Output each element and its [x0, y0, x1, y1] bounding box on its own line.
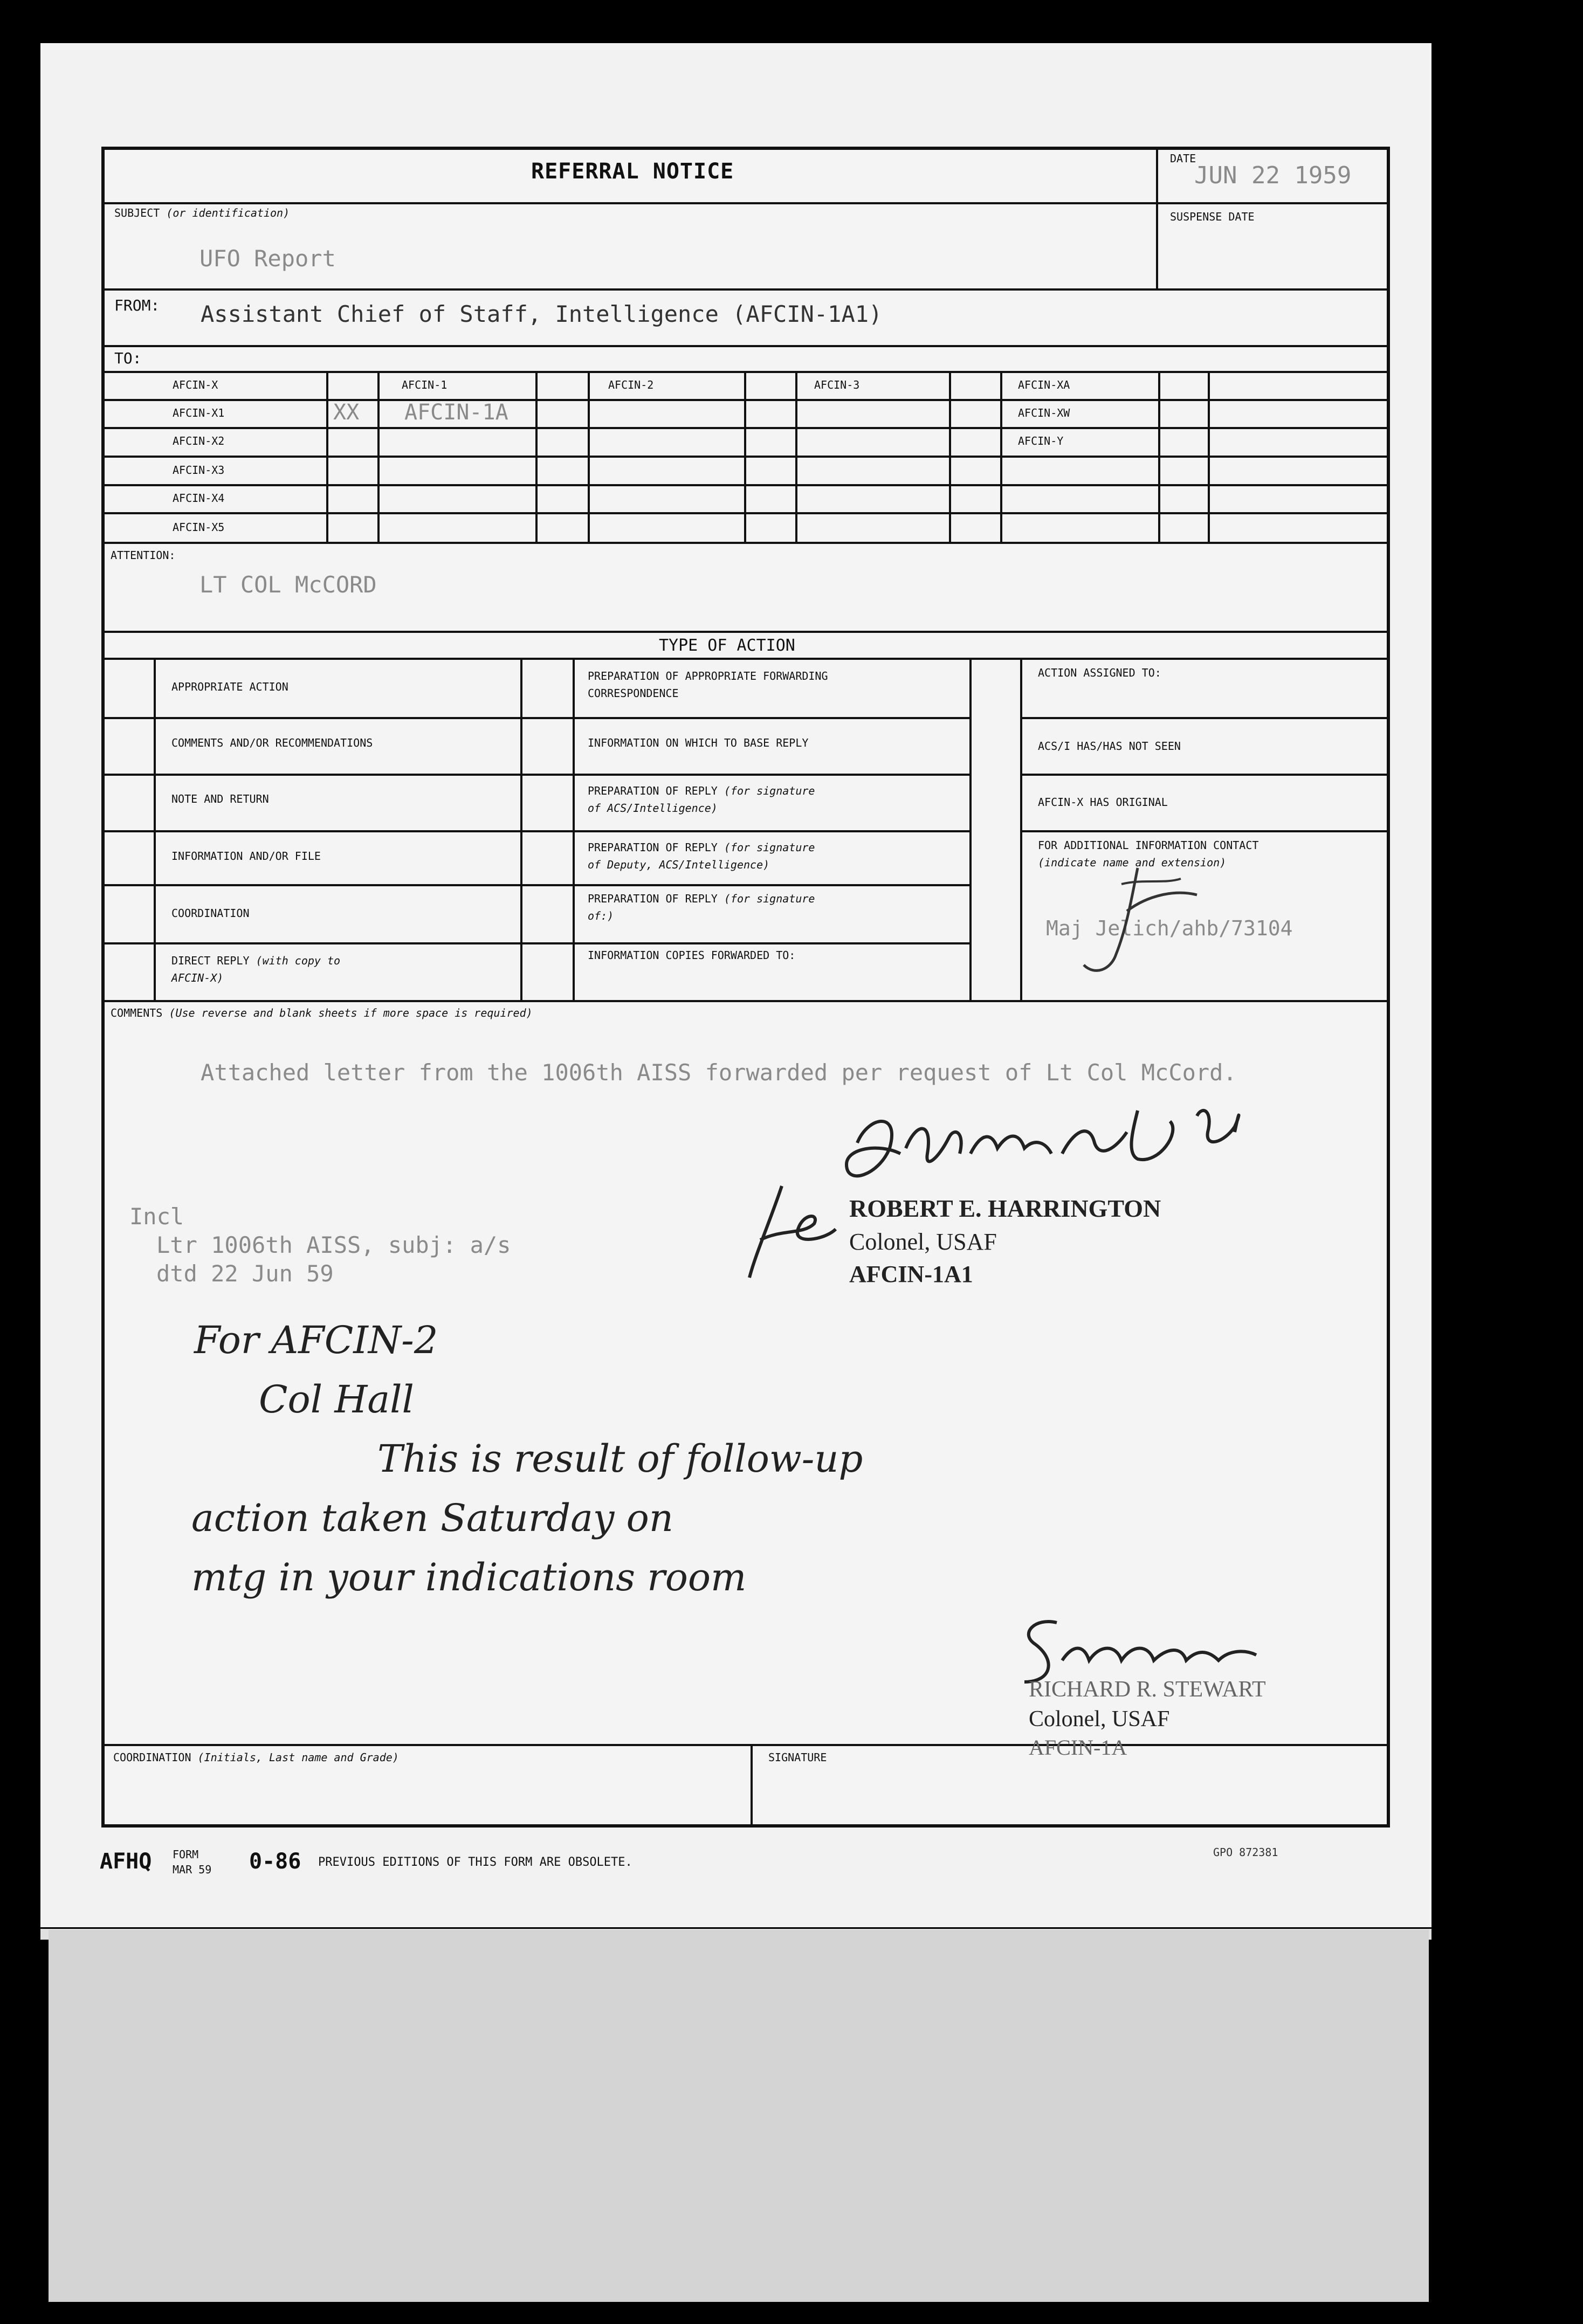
- rule: [326, 371, 328, 542]
- rule: [1020, 658, 1022, 1000]
- from-value: Assistant Chief of Staff, Intelligence (AFCIN-1A1): [201, 301, 883, 327]
- rule: [154, 658, 156, 1000]
- to-afcin-x4: AFCIN-X4: [173, 492, 225, 505]
- to-afcin-3: AFCIN-3: [814, 378, 860, 391]
- rule: [588, 371, 590, 542]
- rule: [101, 658, 1390, 660]
- to-written-office: AFCIN-1A: [404, 400, 508, 425]
- additional-info-suffix: (indicate name and extension): [1038, 856, 1227, 869]
- rule: [1020, 717, 1390, 719]
- handwritten-line: action taken Saturday on: [191, 1496, 673, 1540]
- to-afcin-x3: AFCIN-X3: [173, 464, 225, 477]
- to-afcin-x5: AFCIN-X5: [173, 521, 225, 534]
- rule: [101, 542, 1390, 544]
- to-afcin-x1: AFCIN-X1: [173, 406, 225, 419]
- sig2-office: AFCIN-1A: [1029, 1735, 1127, 1760]
- incl-line: Ltr 1006th AISS, subj: a/s: [156, 1232, 511, 1258]
- to-afcin-y: AFCIN-Y: [1018, 435, 1064, 447]
- rule: [101, 1000, 1390, 1002]
- rule: [101, 288, 1390, 291]
- additional-info-label: FOR ADDITIONAL INFORMATION CONTACT: [1038, 839, 1259, 852]
- action-appropriate: APPROPRIATE ACTION: [171, 680, 288, 693]
- footer-form-word: FORM: [173, 1848, 199, 1861]
- rule: [535, 371, 538, 542]
- to-label: TO:: [114, 349, 142, 367]
- rule: [101, 774, 969, 776]
- sig1-office: AFCIN-1A1: [849, 1261, 973, 1287]
- handwritten-line: This is result of follow-up: [377, 1437, 863, 1481]
- rule: [101, 942, 969, 944]
- afcin-x-original-label: AFCIN-X HAS ORIGINAL: [1038, 796, 1168, 809]
- rule: [520, 658, 522, 1000]
- rule: [1020, 774, 1390, 776]
- action-note-return: NOTE AND RETURN: [171, 792, 269, 805]
- handwritten-line: mtg in your indications room: [191, 1555, 747, 1599]
- rule: [377, 371, 380, 542]
- rule: [949, 371, 951, 542]
- from-label: FROM:: [114, 296, 160, 314]
- comments-text: Attached letter from the 1006th AISS forwarded per request of Lt Col McCord.: [201, 1059, 1237, 1086]
- acs-seen-label: ACS/I HAS/HAS NOT SEEN: [1038, 740, 1181, 753]
- action-comments: COMMENTS AND/OR RECOMMENDATIONS: [171, 736, 373, 749]
- to-afcin-xa: AFCIN-XA: [1018, 378, 1070, 391]
- rule: [1208, 371, 1210, 542]
- action-coordination: COORDINATION: [171, 907, 250, 920]
- handwritten-line: For AFCIN-2: [194, 1318, 438, 1362]
- action-prep-reply-deputy: PREPARATION OF REPLY (for signature: [588, 841, 815, 854]
- action-prep-reply-other-cont: of:): [588, 909, 614, 922]
- action-prep-forwarding-cont: CORRESPONDENCE: [588, 687, 679, 700]
- type-of-action-label: TYPE OF ACTION: [659, 636, 795, 655]
- sig2-rank: Colonel, USAF: [1029, 1707, 1170, 1732]
- action-info-copies: INFORMATION COPIES FORWARDED TO:: [588, 949, 796, 962]
- rule: [1000, 371, 1002, 542]
- sig1-name: ROBERT E. HARRINGTON: [849, 1195, 1161, 1222]
- to-check-mark: XX: [333, 400, 360, 425]
- footer-form-date: MAR 59: [173, 1863, 212, 1876]
- to-afcin-xw: AFCIN-XW: [1018, 406, 1070, 419]
- to-afcin-x2: AFCIN-X2: [173, 435, 225, 447]
- underlying-page: [49, 1930, 1429, 2302]
- coordination-label: COORDINATION (Initials, Last name and Grade): [113, 1751, 399, 1764]
- handwritten-line: Col Hall: [259, 1377, 414, 1422]
- rule: [1020, 830, 1390, 832]
- action-prep-reply-deputy-cont: of Deputy, ACS/Intelligence): [588, 858, 770, 871]
- rule: [744, 371, 746, 542]
- sig2-name: RICHARD R. STEWART: [1029, 1677, 1266, 1702]
- action-prep-forwarding: PREPARATION OF APPROPRIATE FORWARDING: [588, 670, 828, 682]
- signature-label: SIGNATURE: [768, 1751, 827, 1764]
- sig1-rank: Colonel, USAF: [849, 1229, 997, 1255]
- rule: [573, 658, 575, 1000]
- date-label: DATE: [1170, 152, 1196, 165]
- action-info-base-reply: INFORMATION ON WHICH TO BASE REPLY: [588, 736, 809, 749]
- to-afcin-2: AFCIN-2: [608, 378, 654, 391]
- rule: [101, 631, 1390, 633]
- footer-agency: AFHQ: [100, 1849, 152, 1874]
- form-title: REFERRAL NOTICE: [531, 159, 734, 184]
- action-direct-reply-cont: AFCIN-X): [171, 971, 224, 984]
- rule: [101, 345, 1390, 347]
- incl-line: dtd 22 Jun 59: [156, 1260, 334, 1287]
- date-stamp: JUN 22 1959: [1194, 162, 1352, 189]
- rule: [101, 884, 969, 886]
- attention-label: ATTENTION:: [111, 549, 176, 562]
- action-prep-reply-acs: PREPARATION OF REPLY (for signature: [588, 784, 815, 797]
- initials-mark: [1073, 863, 1208, 981]
- action-prep-reply-acs-cont: of ACS/Intelligence): [588, 802, 718, 815]
- attention-value: LT COL McCORD: [199, 571, 377, 598]
- rule: [101, 717, 969, 719]
- to-afcin-x: AFCIN-X: [173, 378, 218, 391]
- rule: [101, 1744, 1390, 1746]
- action-direct-reply: DIRECT REPLY (with copy to: [171, 954, 341, 967]
- rule: [751, 1744, 753, 1828]
- suspense-date-label: SUSPENSE DATE: [1170, 210, 1255, 223]
- rule: [1156, 147, 1158, 288]
- subject-value: UFO Report: [199, 245, 336, 272]
- action-assigned-label: ACTION ASSIGNED TO:: [1038, 666, 1161, 679]
- contact-value: Maj Jelich/ahb/73104: [1046, 916, 1293, 940]
- rule: [1158, 371, 1160, 542]
- footer-form-number: 0-86: [249, 1849, 301, 1874]
- incl-line: Incl: [129, 1203, 184, 1230]
- footer-obsolete-note: PREVIOUS EDITIONS OF THIS FORM ARE OBSOLETE.: [318, 1856, 632, 1869]
- subject-label: SUBJECT (or identification): [114, 206, 290, 219]
- rule: [101, 830, 969, 832]
- rule: [795, 371, 797, 542]
- action-prep-reply-other: PREPARATION OF REPLY (for signature: [588, 892, 815, 905]
- action-info-file: INFORMATION AND/OR FILE: [171, 850, 321, 863]
- rule: [969, 658, 972, 1000]
- rule: [101, 202, 1390, 204]
- to-afcin-1: AFCIN-1: [402, 378, 448, 391]
- footer-gpo: GPO 872381: [1213, 1846, 1278, 1859]
- comments-label: COMMENTS (Use reverse and blank sheets if more space is required): [111, 1006, 533, 1019]
